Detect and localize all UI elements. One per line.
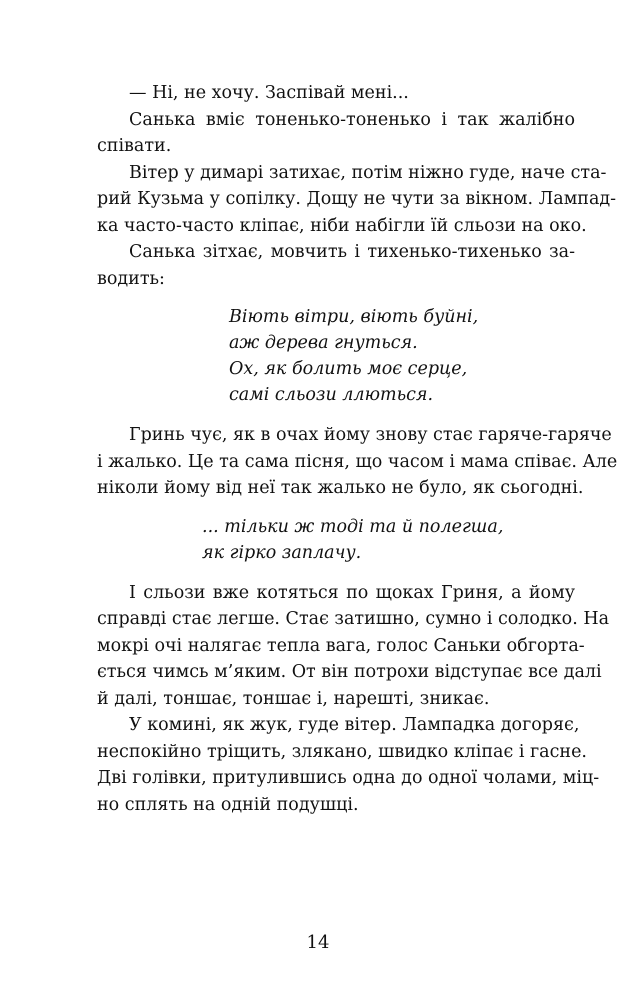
page-number: 14 [306, 932, 330, 953]
text-line: Санька вміє тоненько-тоненько і так жалібно [129, 109, 575, 130]
verse-line: як гірко заплачу. [202, 542, 362, 563]
paragraph [97, 239, 575, 292]
text-line: Вітер у димарі затихає, потім ніжно гуде, наче ста- [129, 162, 607, 183]
paragraph [97, 422, 618, 502]
text-line: ніколи йому від неї так жалько не було, як сьогодні. [97, 478, 584, 498]
text-line: ється чимсь м’яким. От він потрохи відступає все далі [97, 662, 602, 682]
text-line: неспокійно тріщить, злякано, швидко кліпає і гасне. [97, 741, 587, 762]
verse-line: аж дерева гнуться. [229, 333, 418, 353]
text-line: справді стає легше. Стає затишно, сумно і солодко. На [97, 609, 610, 629]
song-verse [97, 304, 575, 408]
text-line: но сплять на одній подушці. [97, 794, 359, 815]
text-line: У комині, як жук, гуде вітер. Лампадка догоряє, [129, 715, 580, 735]
text-line: рий Кузьма у сопілку. Дощу не чути за вікном. Лампад- [97, 189, 617, 209]
text-line: Санька зітхає, мовчить і тихенько-тихенько за- [129, 242, 575, 262]
verse-line: Віють вітри, віють буйні, [229, 307, 479, 327]
text-line: Дві голівки, притулившись одна до одної чолами, міц- [97, 768, 600, 788]
text-line: водить: [97, 268, 165, 289]
text-line: — Ні, не хочу. Заспівай мені... [129, 83, 409, 103]
text-line: ка часто-часто кліпає, ніби набігли їй сльози на око. [97, 215, 587, 236]
paragraph [97, 580, 610, 713]
text-line: І сльози вже котяться по щоках Гриня, а йому [129, 582, 575, 603]
paragraph [97, 107, 575, 160]
verse-line: Ох, як болить моє серце, [229, 359, 468, 379]
paragraph [97, 160, 617, 240]
paragraph [97, 712, 600, 818]
text-line: співати. [97, 136, 172, 156]
paragraph [97, 80, 575, 107]
text-line: Гринь чує, як в очах йому знову стає гаряче-гаряче [129, 425, 612, 445]
text-line: й далі, тоншає, тоншає і, нарешті, зникає. [97, 688, 490, 709]
verse-line: ... тільки ж тоді та й полегша, [202, 516, 504, 537]
text-line: і жалько. Це та сама пісня, що часом і мама співає. Але [97, 451, 618, 472]
verse-line: самі сльози ллються. [229, 385, 434, 405]
song-verse [97, 514, 575, 566]
text-line: мокрі очі налягає тепла вага, голос Саньки обгорта- [97, 635, 585, 656]
page-body [97, 80, 618, 818]
